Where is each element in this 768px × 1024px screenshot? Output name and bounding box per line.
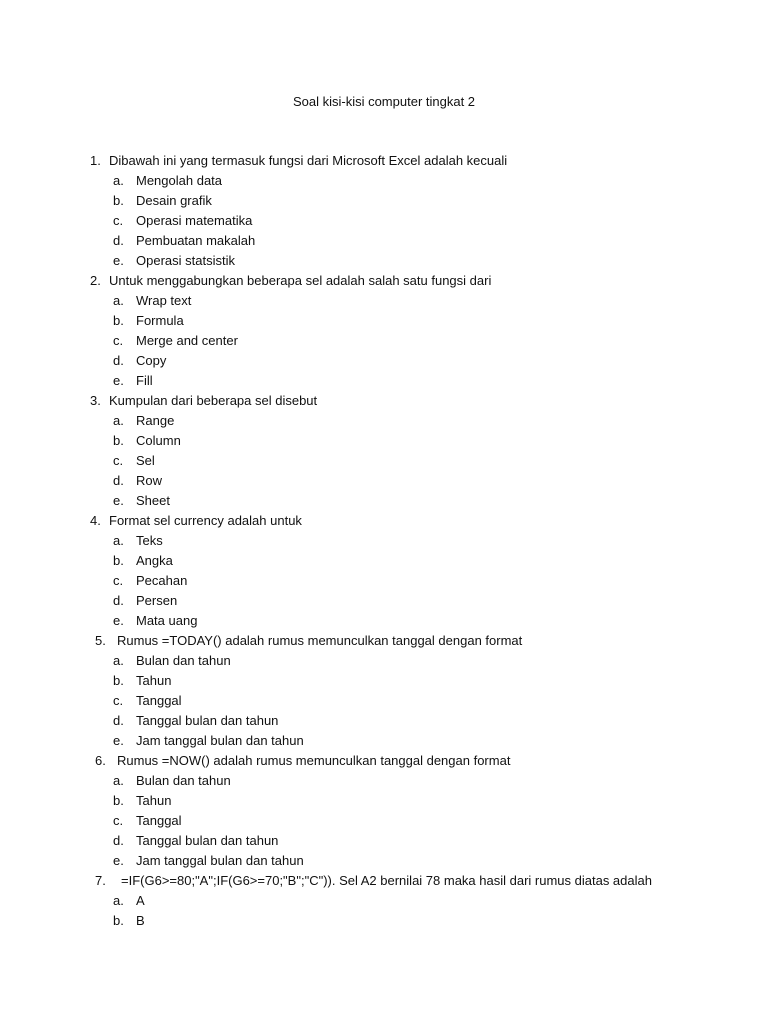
option-letter: c. xyxy=(113,333,124,348)
question-list xyxy=(0,151,768,931)
option-text: Bulan dan tahun xyxy=(136,773,231,788)
option-list xyxy=(0,291,768,391)
option-text: Teks xyxy=(136,533,163,548)
question-number: 4. xyxy=(90,513,101,528)
question-2 xyxy=(0,271,768,391)
question-text: =IF(G6>=80;"A";IF(G6>=70;"B";"C")). Sel A2 bernilai 78 maka hasil dari rumus diatas adalah xyxy=(121,873,652,888)
option-letter: b. xyxy=(113,433,124,448)
question-text: Kumpulan dari beberapa sel disebut xyxy=(109,393,318,408)
question-3 xyxy=(0,391,768,511)
option-text: Tanggal xyxy=(136,813,182,828)
option-text: Copy xyxy=(136,353,167,368)
option-letter: b. xyxy=(113,553,124,568)
option-letter: a. xyxy=(113,413,124,428)
option-text: A xyxy=(136,893,145,908)
option-e xyxy=(0,251,768,271)
option-b xyxy=(0,911,768,931)
option-d xyxy=(0,231,768,251)
option-letter: a. xyxy=(113,773,124,788)
option-b xyxy=(0,791,768,811)
option-letter: e. xyxy=(113,613,124,628)
option-c xyxy=(0,451,768,471)
question-number: 3. xyxy=(90,393,101,408)
option-text: Row xyxy=(136,473,163,488)
option-letter: c. xyxy=(113,573,124,588)
option-d xyxy=(0,831,768,851)
option-letter: d. xyxy=(113,833,124,848)
option-list xyxy=(0,771,768,871)
option-a xyxy=(0,411,768,431)
option-text: Operasi matematika xyxy=(136,213,253,228)
option-b xyxy=(0,551,768,571)
option-d xyxy=(0,351,768,371)
option-text: Jam tanggal bulan dan tahun xyxy=(136,733,304,748)
option-list xyxy=(0,651,768,751)
option-letter: b. xyxy=(113,673,124,688)
option-letter: d. xyxy=(113,713,124,728)
option-text: Sel xyxy=(136,453,155,468)
option-letter: a. xyxy=(113,653,124,668)
question-number: 1. xyxy=(90,153,101,168)
option-text: Sheet xyxy=(136,493,170,508)
question-text: Rumus =TODAY() adalah rumus memunculkan tanggal dengan format xyxy=(117,633,523,648)
option-d xyxy=(0,591,768,611)
option-e xyxy=(0,611,768,631)
question-text: Dibawah ini yang termasuk fungsi dari Microsoft Excel adalah kecuali xyxy=(109,153,508,168)
option-letter: c. xyxy=(113,213,124,228)
option-text: Tanggal bulan dan tahun xyxy=(136,833,279,848)
option-text: Formula xyxy=(136,313,184,328)
question-line xyxy=(0,151,768,171)
option-d xyxy=(0,471,768,491)
option-text: Tanggal xyxy=(136,693,182,708)
option-letter: d. xyxy=(113,353,124,368)
option-letter: c. xyxy=(113,813,124,828)
option-a xyxy=(0,531,768,551)
option-letter: a. xyxy=(113,293,124,308)
option-text: Pecahan xyxy=(136,573,188,588)
option-e xyxy=(0,731,768,751)
question-number: 6. xyxy=(95,753,106,768)
option-a xyxy=(0,291,768,311)
option-text: Wrap text xyxy=(136,293,192,308)
question-number: 5. xyxy=(95,633,106,648)
option-a xyxy=(0,651,768,671)
question-number: 2. xyxy=(90,273,101,288)
question-line xyxy=(0,271,768,291)
option-text: Fill xyxy=(136,373,153,388)
option-e xyxy=(0,491,768,511)
option-letter: e. xyxy=(113,733,124,748)
option-letter: e. xyxy=(113,373,124,388)
option-text: Mata uang xyxy=(136,613,198,628)
option-text: Tahun xyxy=(136,793,172,808)
option-text: Persen xyxy=(136,593,178,608)
question-text: Format sel currency adalah untuk xyxy=(109,513,302,528)
option-letter: b. xyxy=(113,313,124,328)
option-c xyxy=(0,811,768,831)
option-list xyxy=(0,891,768,931)
option-e xyxy=(0,851,768,871)
question-line xyxy=(0,751,768,771)
option-b xyxy=(0,431,768,451)
option-text: Bulan dan tahun xyxy=(136,653,231,668)
option-list xyxy=(0,411,768,511)
question-4 xyxy=(0,511,768,631)
option-b xyxy=(0,191,768,211)
question-line xyxy=(0,511,768,531)
option-c xyxy=(0,691,768,711)
option-text: Range xyxy=(136,413,175,428)
option-letter: b. xyxy=(113,193,124,208)
question-line xyxy=(0,631,768,651)
document-title: Soal kisi-kisi computer tingkat 2 xyxy=(292,94,476,109)
option-letter: a. xyxy=(113,533,124,548)
question-line xyxy=(0,391,768,411)
option-text: Merge and center xyxy=(136,333,238,348)
option-letter: d. xyxy=(113,593,124,608)
option-text: Angka xyxy=(136,553,173,568)
option-c xyxy=(0,331,768,351)
option-a xyxy=(0,771,768,791)
option-c xyxy=(0,571,768,591)
question-7 xyxy=(0,871,768,931)
question-1 xyxy=(0,151,768,271)
option-list xyxy=(0,531,768,631)
option-letter: b. xyxy=(113,913,124,928)
option-text: Tanggal bulan dan tahun xyxy=(136,713,279,728)
option-text: Pembuatan makalah xyxy=(136,233,256,248)
option-letter: e. xyxy=(113,853,124,868)
question-5 xyxy=(0,631,768,751)
question-text: Rumus =NOW() adalah rumus memunculkan tanggal dengan format xyxy=(117,753,511,768)
option-letter: d. xyxy=(113,233,124,248)
option-d xyxy=(0,711,768,731)
question-number: 7. xyxy=(95,873,106,888)
option-text: Tahun xyxy=(136,673,172,688)
option-list xyxy=(0,171,768,271)
option-text: Jam tanggal bulan dan tahun xyxy=(136,853,304,868)
question-text: Untuk menggabungkan beberapa sel adalah salah satu fungsi dari xyxy=(109,273,492,288)
option-text: B xyxy=(136,913,145,928)
option-letter: c. xyxy=(113,453,124,468)
option-letter: a. xyxy=(113,173,124,188)
option-text: Column xyxy=(136,433,181,448)
question-6 xyxy=(0,751,768,871)
option-a xyxy=(0,891,768,911)
option-letter: a. xyxy=(113,893,124,908)
option-text: Operasi statsistik xyxy=(136,253,235,268)
option-letter: d. xyxy=(113,473,124,488)
option-letter: b. xyxy=(113,793,124,808)
option-text: Desain grafik xyxy=(136,193,212,208)
option-c xyxy=(0,211,768,231)
option-a xyxy=(0,171,768,191)
option-b xyxy=(0,311,768,331)
option-letter: e. xyxy=(113,493,124,508)
question-line xyxy=(0,871,768,891)
option-text: Mengolah data xyxy=(136,173,223,188)
option-e xyxy=(0,371,768,391)
option-b xyxy=(0,671,768,691)
option-letter: e. xyxy=(113,253,124,268)
option-letter: c. xyxy=(113,693,124,708)
